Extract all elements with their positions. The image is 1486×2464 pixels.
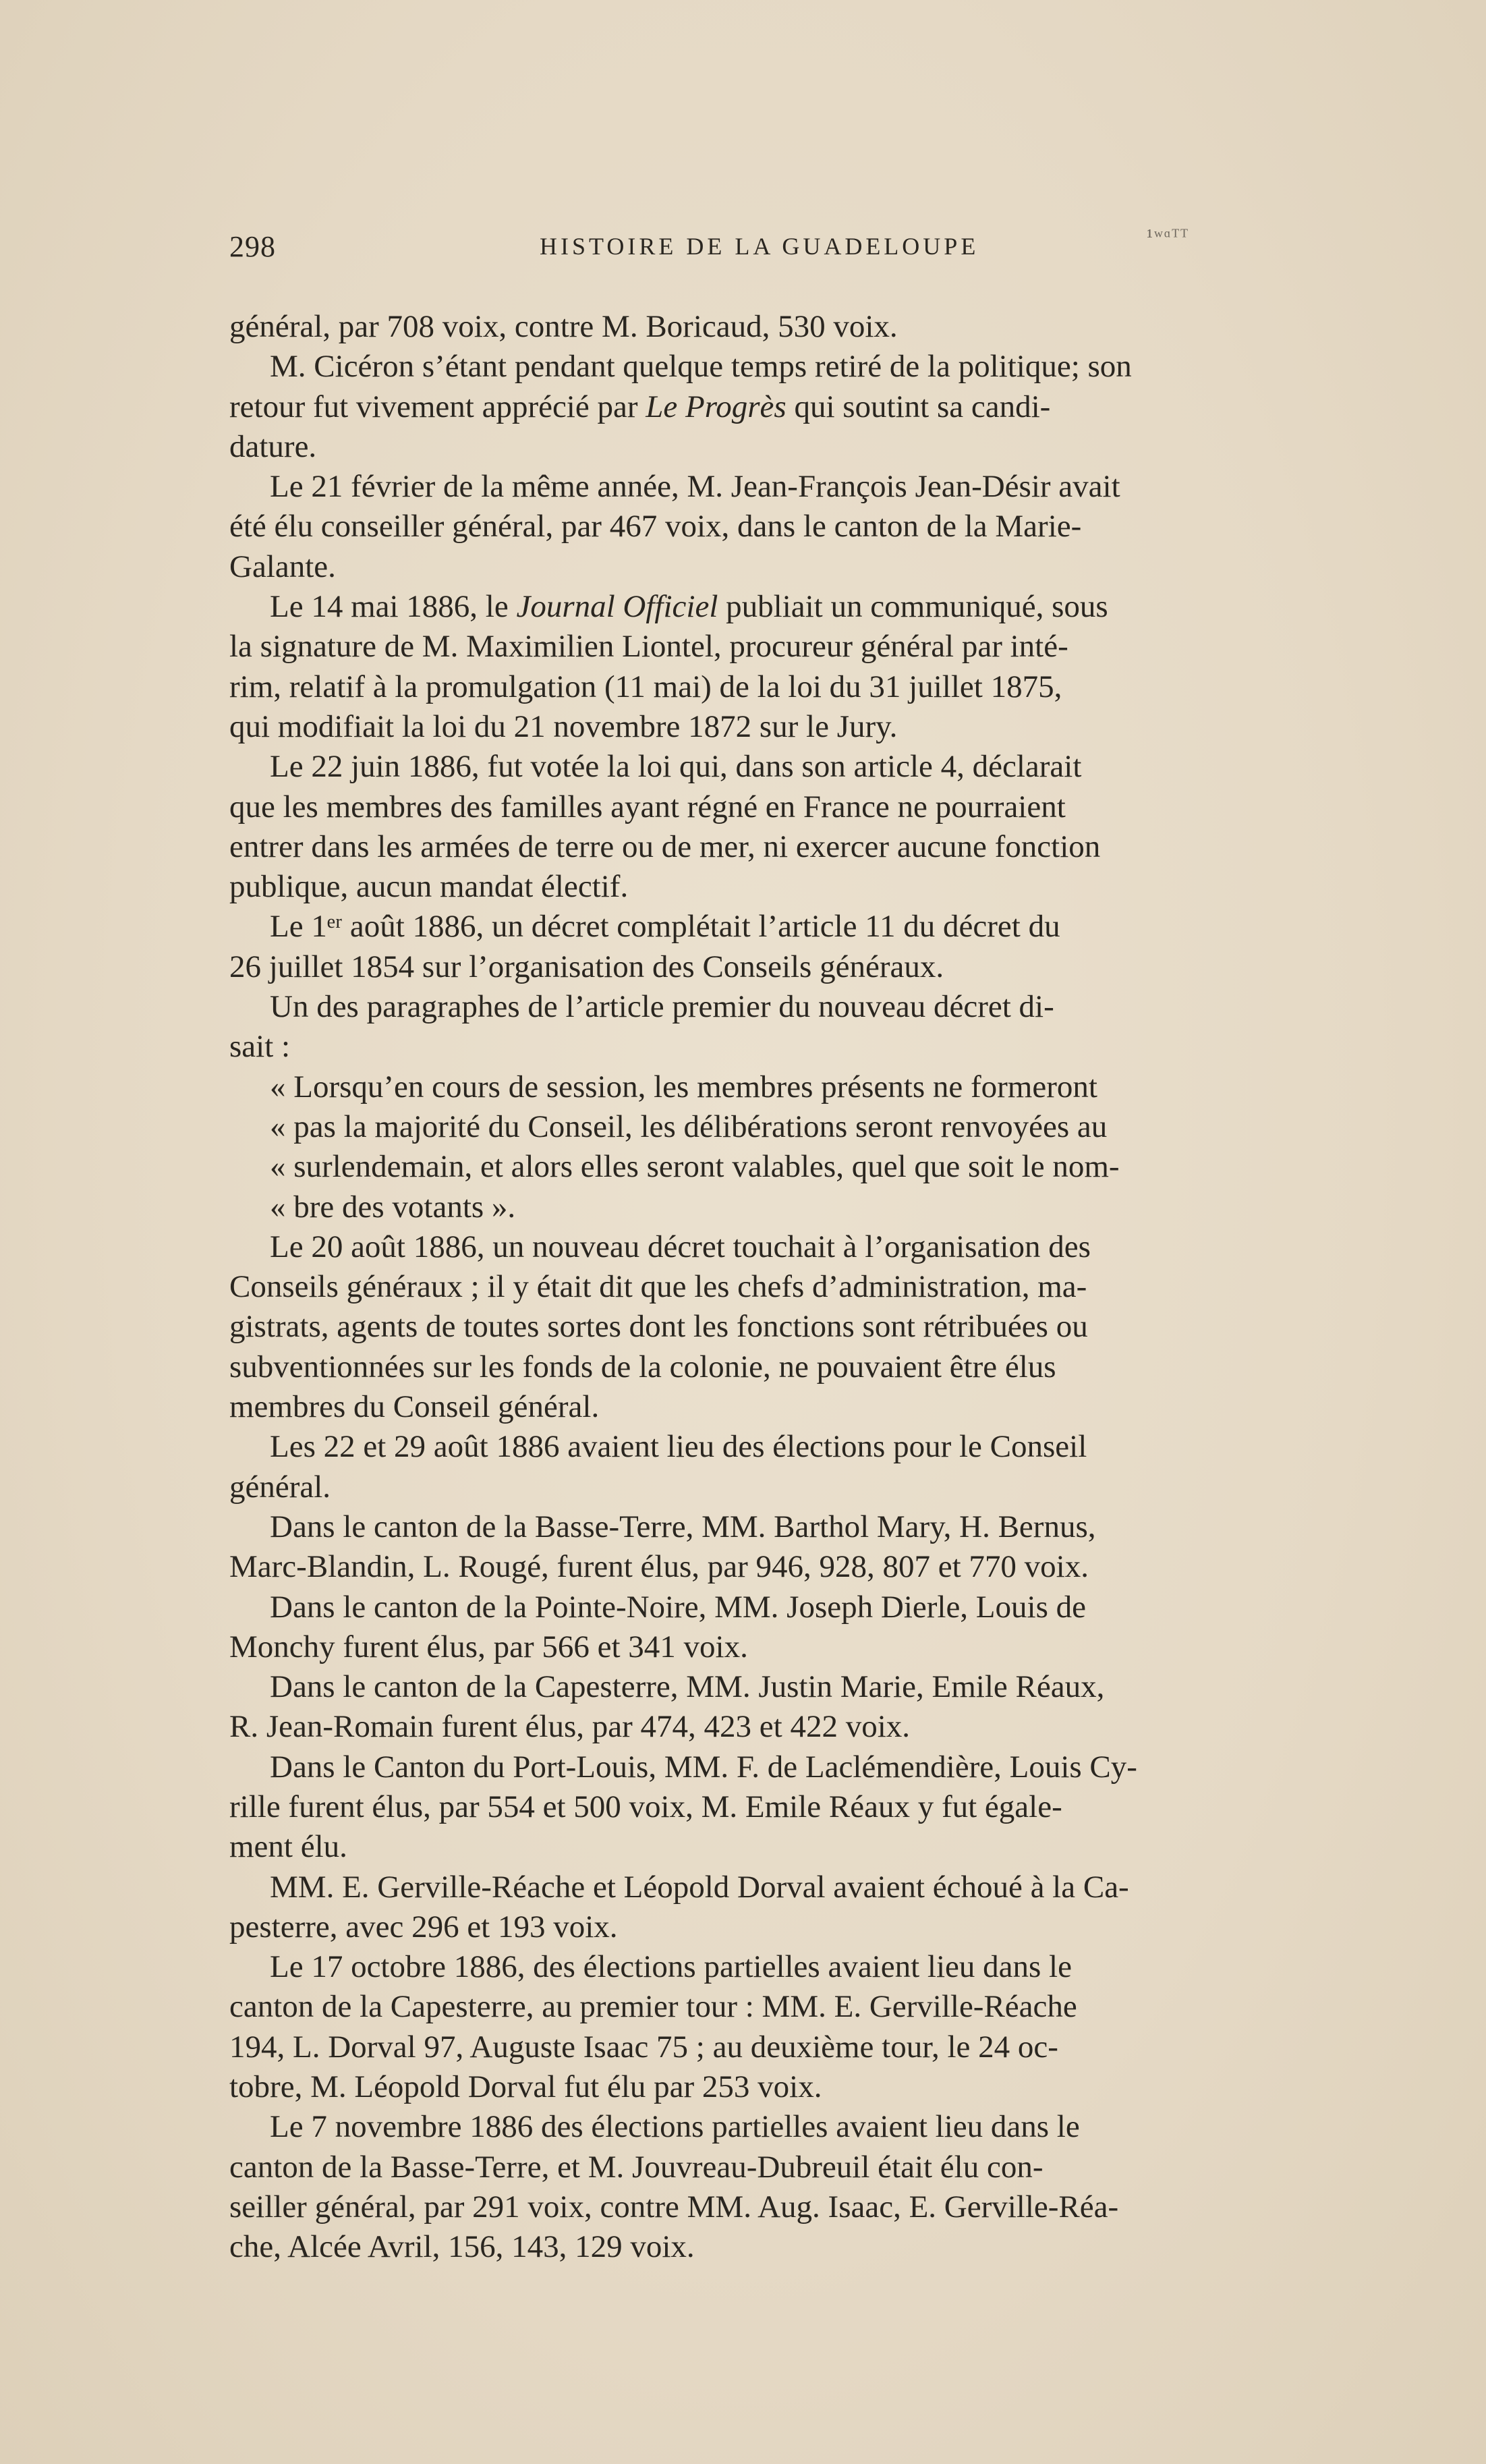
text-line [229,2187,1423,2227]
line-text: Dans le canton de la Capesterre, MM. Justin Marie, Emile Réaux, [270,1669,1105,1705]
line-text: qui modifiait la loi du 21 novembre 1872 sur le Jury. [229,708,898,744]
text-line [229,1067,1423,1107]
text-line [229,1787,1423,1827]
line-text: « bre des votants ». [270,1189,516,1225]
text-line [229,347,1423,387]
text-line [229,987,1423,1027]
text-line [229,947,1423,987]
running-head: HISTOIRE DE LA GUADELOUPE [540,233,979,260]
text-line [229,907,1423,947]
text-line [229,1547,1423,1587]
text-line [229,1987,1423,2027]
line-text: gistrats, agents de toutes sortes dont les fonctions sont rétribuées ou [229,1309,1088,1345]
text-line [229,827,1423,867]
text-line [229,1627,1423,1667]
text-line [229,307,1423,347]
text-line [229,507,1423,547]
line-text: publique, aucun mandat électif. [229,869,629,905]
text-line [229,867,1423,907]
italic-title: Journal Officiel [516,589,718,625]
body-text [229,307,1423,2268]
line-text: seiller général, par 291 voix, contre MM. Aug. Isaac, E. Gerville-Réa- [229,2189,1119,2224]
line-text: Le 1ᵉʳ août 1886, un décret complétait l’article 11 du décret du [270,909,1060,945]
line-text: « surlendemain, et alors elles seront valables, quel que soit le nom- [270,1149,1120,1185]
line-text: membres du Conseil général. [229,1389,600,1425]
line-text-continued: publiait un communiqué, sous [718,589,1108,625]
text-line [229,1467,1423,1507]
text-line [229,1667,1423,1707]
text-line [229,627,1423,667]
text-line [229,1588,1423,1627]
line-text: Le 22 juin 1886, fut votée la loi qui, dans son article 4, déclarait [270,749,1082,785]
text-line [229,1347,1423,1387]
text-line [229,1187,1423,1227]
line-text: ment élu. [229,1829,347,1865]
line-text: Le 7 novembre 1886 des élections partielles avaient lieu dans le [270,2109,1080,2145]
text-line [229,1827,1423,1867]
line-text: dature. [229,428,317,464]
line-text: général, par 708 voix, contre M. Boricaud, 530 voix. [229,309,898,344]
line-text: pesterre, avec 296 et 193 voix. [229,1909,618,1944]
text-line [229,1707,1423,1747]
text-line [229,2027,1423,2067]
text-line [229,2067,1423,2107]
line-text: Le 17 octobre 1886, des élections partielles avaient lieu dans le [270,1949,1072,1985]
text-line [229,1387,1423,1427]
text-line [229,1507,1423,1547]
text-line [229,1427,1423,1467]
line-text: subventionnées sur les fonds de la colonie, ne pouvaient être élus [229,1349,1056,1384]
line-text: « pas la majorité du Conseil, les délibérations seront renvoyées au [270,1109,1108,1144]
line-text: « Lorsqu’en cours de session, les membres présents ne formeront [270,1069,1097,1104]
line-text: retour fut vivement apprécié par [229,389,638,424]
header-stamp-mark: ¹ʷᵅᵀᵀ [1147,225,1189,248]
line-text: 26 juillet 1854 sur l’organisation des Conseils généraux. [229,949,944,984]
line-text: sait : [229,1029,291,1065]
text-line [229,1107,1423,1147]
line-text: Conseils généraux ; il y était dit que les chefs d’administration, ma- [229,1269,1087,1305]
text-line [229,467,1423,507]
line-text: che, Alcée Avril, 156, 143, 129 voix. [229,2229,695,2265]
text-line [229,547,1423,587]
line-text: tobre, M. Léopold Dorval fut élu par 253 voix. [229,2069,822,2105]
text-line [229,2148,1423,2187]
line-text: canton de la Basse-Terre, et M. Jouvreau-Dubreuil était élu con- [229,2149,1044,2185]
line-text: M. Cicéron s’étant pendant quelque temps retiré de la politique; son [270,349,1132,385]
text-line [229,427,1423,467]
line-text: rim, relatif à la promulgation (11 mai) de la loi du 31 juillet 1875, [229,669,1062,704]
text-line [229,1147,1423,1187]
line-text: que les membres des familles ayant régné en France ne pourraient [229,789,1066,824]
line-text: Les 22 et 29 août 1886 avaient lieu des élections pour le Conseil [270,1429,1087,1465]
line-text: entrer dans les armées de terre ou de mer, ni exercer aucune fonction [229,829,1101,864]
text-line [229,667,1423,707]
line-text: 194, L. Dorval 97, Auguste Isaac 75 ; au deuxième tour, le 24 oc- [229,2029,1058,2065]
line-text: canton de la Capesterre, au premier tour : MM. E. Gerville-Réache [229,1989,1077,2025]
text-line [229,707,1423,747]
line-text: Le 20 août 1886, un nouveau décret touchait à l’organisation des [270,1229,1091,1264]
italic-title: Le Progrès [646,389,787,424]
line-text: Le 21 février de la même année, M. Jean-François Jean-Désir avait [270,469,1120,505]
line-text: Dans le Canton du Port-Louis, MM. F. de Laclémendière, Louis Cy- [270,1749,1137,1785]
line-text: Dans le canton de la Basse-Terre, MM. Barthol Mary, H. Bernus, [270,1509,1096,1544]
text-line [229,1227,1423,1267]
text-line [229,747,1423,787]
text-line [229,1907,1423,1947]
text-line [229,787,1423,827]
text-line [229,1267,1423,1307]
line-text: R. Jean-Romain furent élus, par 474, 423 et 422 voix. [229,1709,911,1745]
line-text: Marc-Blandin, L. Rougé, furent élus, par 946, 928, 807 et 770 voix. [229,1549,1089,1585]
text-line [229,2107,1423,2147]
text-line [229,2227,1423,2267]
line-text: Dans le canton de la Pointe-Noire, MM. Joseph Dierle, Louis de [270,1589,1086,1625]
text-line [229,1307,1423,1347]
text-line [229,387,1423,427]
text-line [229,587,1423,627]
page-header [229,225,1228,270]
line-text: été élu conseiller général, par 467 voix, dans le canton de la Marie- [229,509,1082,544]
line-text: Un des paragraphes de l’article premier du nouveau décret di- [270,989,1054,1025]
page-number: 298 [229,230,276,263]
line-text: général. [229,1469,331,1505]
text-line [229,1747,1423,1787]
line-text: Galante. [229,549,336,584]
text-line [229,1868,1423,1907]
line-text: rille furent élus, par 554 et 500 voix, M. Emile Réaux y fut égale- [229,1789,1062,1824]
line-text: la signature de M. Maximilien Liontel, procureur général par inté- [229,629,1068,665]
line-text: MM. E. Gerville-Réache et Léopold Dorval avaient échoué à la Ca- [270,1869,1129,1905]
line-text-continued: qui soutint sa candi- [786,389,1051,424]
text-line [229,1947,1423,1987]
line-text: Monchy furent élus, par 566 et 341 voix. [229,1629,748,1664]
line-text: Le 14 mai 1886, le [270,589,509,625]
text-line [229,1027,1423,1067]
